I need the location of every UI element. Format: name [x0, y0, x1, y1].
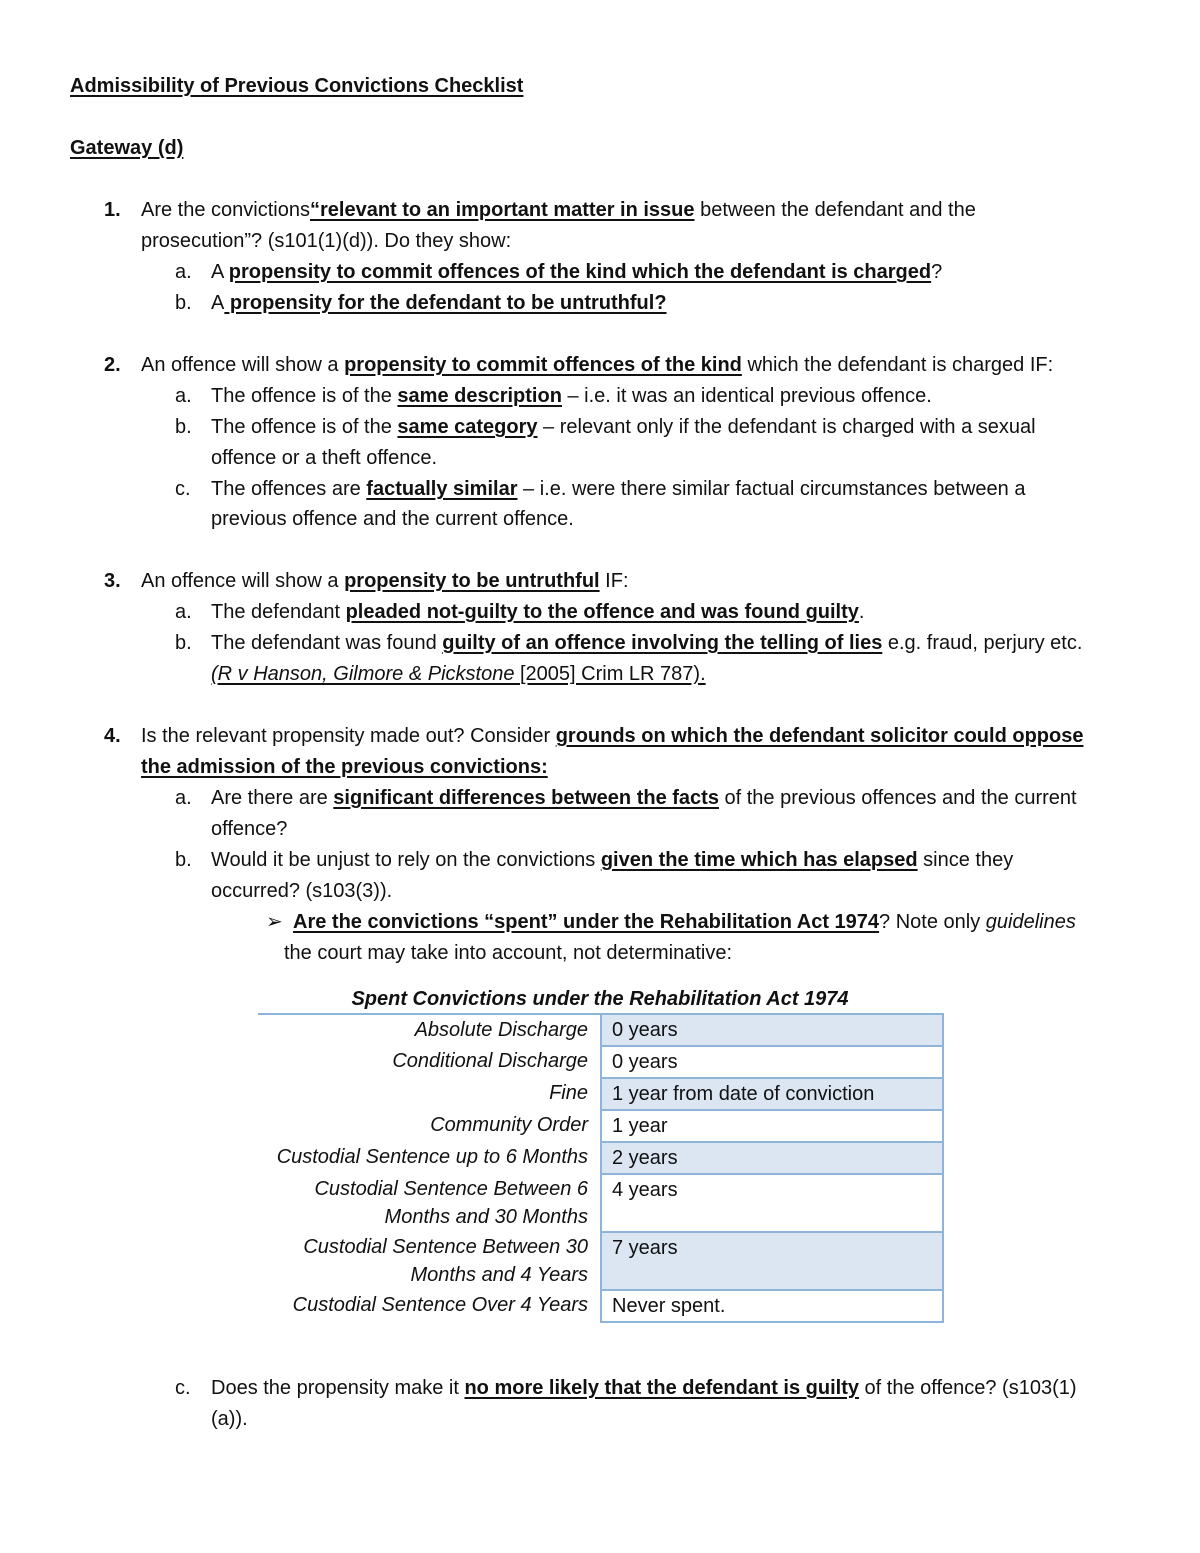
item-1-sub-b: A propensity for the defendant to be untruthful?: [211, 292, 667, 314]
sentence-cell: Absolute Discharge: [414, 1019, 588, 1041]
item-4-intro: Is the relevant propensity made out? Consider grounds on which the defendant solicitor could oppose: [141, 725, 1084, 747]
key-phrase: “relevant to an important matter in issue: [309, 199, 695, 221]
sentence-cell: Community Order: [430, 1114, 588, 1136]
sub-letter: b.: [175, 632, 192, 654]
item-2-sub-b-cont: offence or a theft offence.: [211, 447, 438, 469]
item-4-sub-b: Would it be unjust to rely on the convictions given the time which has elapsed since they: [211, 849, 1014, 871]
sentence-cell: Conditional Discharge: [392, 1050, 588, 1072]
sub-letter: a.: [175, 787, 192, 809]
sub-letter: a.: [175, 385, 192, 407]
item-number: 3.: [104, 570, 121, 592]
item-4-sub-a-cont: offence?: [211, 818, 288, 840]
table-row: [258, 1078, 943, 1110]
item-number: 4.: [104, 725, 121, 747]
item-3-sub-a: The defendant pleaded not-guilty to the offence and was found guilty.: [211, 601, 865, 623]
item-4-sub-a: Are there are significant differences between the facts of the previous offences and the current: [211, 787, 1077, 809]
sub-letter: b.: [175, 849, 192, 871]
item-number: 2.: [104, 354, 121, 376]
key-phrase: propensity to be untruthful: [344, 570, 600, 592]
sub-letter: c.: [175, 1377, 191, 1399]
section-heading: Gateway (d): [70, 137, 184, 159]
key-phrase: same category: [397, 416, 538, 438]
spent-bullet: Are the convictions “spent” under the Rehabilitation Act 1974? Note only guidelines: [293, 911, 1076, 933]
sub-letter: b.: [175, 416, 192, 438]
period-cell: Never spent.: [601, 1290, 943, 1322]
item-4-sub-b-cont: occurred? (s103(3)).: [211, 880, 393, 902]
table-row: [258, 1232, 943, 1290]
case-citation: (R v Hanson, Gilmore & Pickstone [2005] Crim LR 787).: [211, 663, 706, 685]
spent-convictions-table: [258, 1013, 944, 1323]
key-phrase: factually similar: [366, 478, 518, 500]
page-title: Admissibility of Previous Convictions Checklist: [70, 75, 524, 97]
item-2-sub-c: The offences are factually similar – i.e. were there similar factual circumstances between a: [211, 478, 1026, 500]
period-cell: 2 years: [601, 1142, 943, 1174]
item-4-intro-cont: the admission of the previous convictions:: [141, 756, 548, 778]
sub-letter: a.: [175, 261, 192, 283]
key-phrase: propensity to commit offences of the kind: [344, 354, 742, 376]
item-1-line-1: Are the convictions“relevant to an important matter in issue between the defendant and the: [141, 199, 976, 221]
key-phrase: propensity to commit offences of the kind which the defendant is charged: [228, 261, 932, 283]
table-row: [258, 1174, 943, 1232]
sub-letter: a.: [175, 601, 192, 623]
period-cell: 1 year: [601, 1110, 943, 1142]
item-2-sub-b: The offence is of the same category – relevant only if the defendant is charged with a sexual: [211, 416, 1036, 438]
period-cell: 7 years: [601, 1232, 943, 1290]
item-2-sub-a: The offence is of the same description – i.e. it was an identical previous offence.: [211, 385, 932, 407]
sentence-cell: Custodial Sentence up to 6 Months: [276, 1146, 588, 1168]
period-cell: 0 years: [601, 1046, 943, 1078]
sentence-cell: Custodial Sentence Over 4 Years: [292, 1294, 588, 1316]
table-row: [258, 1142, 943, 1174]
key-phrase: same description: [397, 385, 562, 407]
sentence-cell: Fine: [549, 1082, 588, 1104]
table-row: [258, 1046, 943, 1078]
arrow-bullet-icon: ➢: [266, 911, 283, 933]
item-4-sub-c: Does the propensity make it no more likely that the defendant is guilty of the offence? (s103(1): [211, 1377, 1077, 1399]
period-cell: 1 year from date of conviction: [601, 1078, 943, 1110]
key-phrase: guilty of an offence involving the telling of lies: [442, 632, 883, 654]
sentence-cell: Custodial Sentence Between 30 Months and 4 Years: [303, 1236, 588, 1286]
key-phrase: no more likely that the defendant is guilty: [464, 1377, 859, 1399]
item-3-intro: An offence will show a propensity to be untruthful IF:: [141, 570, 629, 592]
table-row: [258, 1014, 943, 1046]
key-phrase: given the time which has elapsed: [600, 849, 918, 871]
item-number: 1.: [104, 199, 121, 221]
key-phrase: propensity for the defendant to be untruthful?: [224, 292, 667, 314]
table-row: [258, 1290, 943, 1322]
item-1-sub-a: A propensity to commit offences of the kind which the defendant is charged?: [211, 261, 943, 283]
key-phrase: significant differences between the facts: [333, 787, 719, 809]
spent-bullet-cont: the court may take into account, not determinative:: [284, 942, 733, 964]
key-phrase: Are the convictions “spent” under the Rehabilitation Act 1974: [293, 911, 880, 933]
table-row: [258, 1110, 943, 1142]
item-3-sub-b: The defendant was found guilty of an offence involving the telling of lies e.g. fraud, perjury etc.: [211, 632, 1083, 654]
sub-letter: b.: [175, 292, 192, 314]
table-caption: Spent Convictions under the Rehabilitation Act 1974: [351, 988, 849, 1010]
item-2-intro: An offence will show a propensity to commit offences of the kind which the defendant is charged IF:: [141, 354, 1054, 376]
item-2-sub-c-cont: previous offence and the current offence.: [211, 508, 574, 530]
item-4-sub-c-cont: (a)).: [211, 1408, 248, 1430]
period-cell: 4 years: [601, 1174, 943, 1232]
period-cell: 0 years: [601, 1014, 943, 1046]
key-phrase: grounds on which the defendant solicitor could oppose: [555, 725, 1084, 747]
item-1-line-2: prosecution”? (s101(1)(d)). Do they show:: [141, 230, 512, 252]
sentence-cell: Custodial Sentence Between 6 Months and 30 Months: [314, 1178, 588, 1228]
key-phrase: pleaded not-guilty to the offence and was found guilty: [345, 601, 859, 623]
sub-letter: c.: [175, 478, 191, 500]
